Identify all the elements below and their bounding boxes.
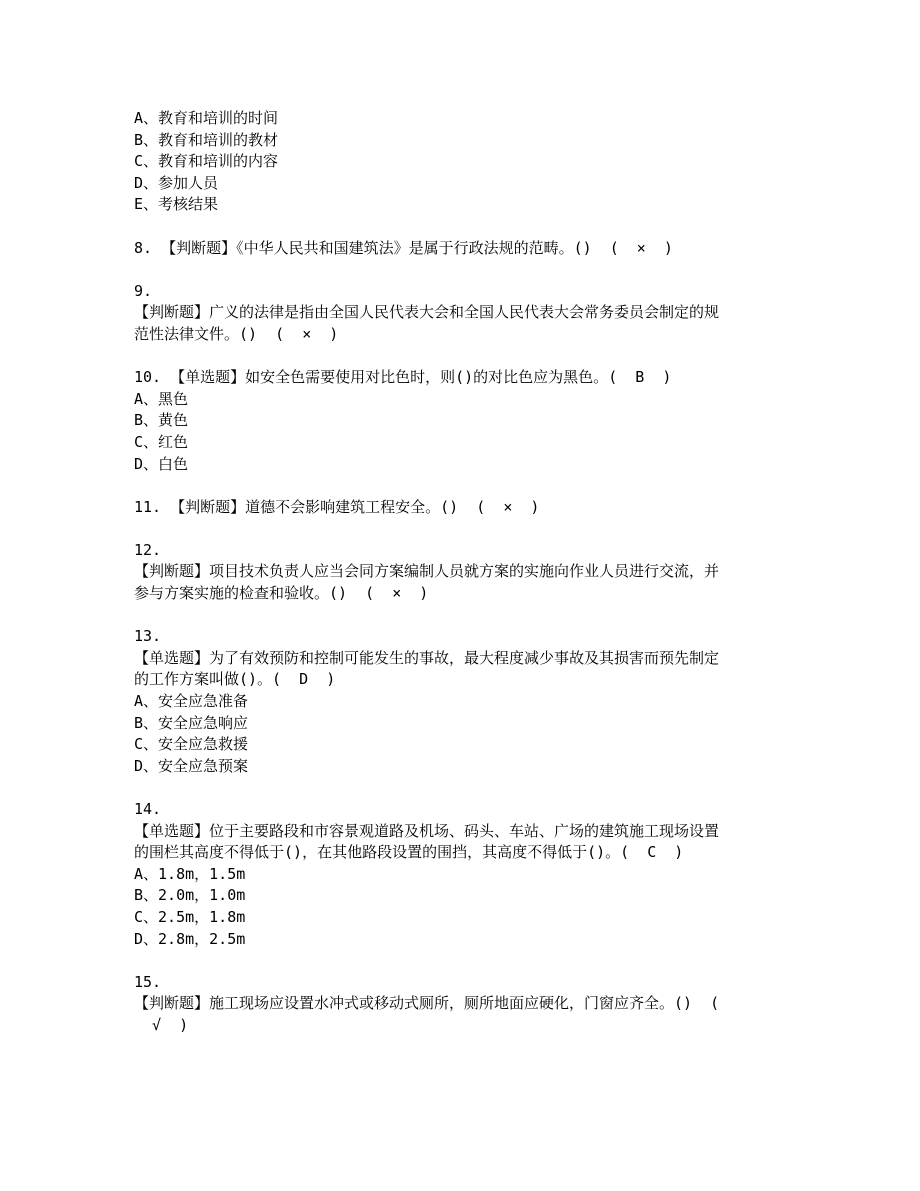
question-13-text-2: 的工作方案叫做()。( D ) [134,670,336,689]
question-11-text: 11. 【判断题】道德不会影响建筑工程安全。() ( × ) [134,497,540,516]
option-e: E、考核结果 [134,195,219,214]
question-10 [134,367,794,475]
question-15-text-2: √ ) [134,1015,189,1034]
option-b: B、安全应急响应 [134,713,249,732]
question-13-number: 13. [134,627,162,646]
question-13 [134,626,794,777]
question-14-text-1: 【单选题】位于主要路段和市容景观道路及机场、码头、车站、广场的建筑施工现场设置 [134,821,720,840]
question-12-text-1: 【判断题】项目技术负责人应当会同方案编制人员就方案的实施向作业人员进行交流，并 [134,562,720,581]
question-9-text-1: 【判断题】广义的法律是指由全国人民代表大会和全国人民代表大会常务委员会制定的规 [134,303,720,322]
question-9-number: 9. [134,281,153,300]
question-10-text: 10. 【单选题】如安全色需要使用对比色时，则()的对比色应为黑色。( B ) [134,368,672,387]
question-12 [134,540,794,605]
option-c: C、红色 [134,432,189,451]
option-b: B、黄色 [134,411,189,430]
question-15-number: 15. [134,972,162,991]
question-15 [134,972,794,1037]
question-13-text-1: 【单选题】为了有效预防和控制可能发生的事故，最大程度减少事故及其损害而预先制定 [134,648,720,667]
question-14-text-2: 的围栏其高度不得低于()，在其他路段设置的围挡，其高度不得低于()。( C ) [134,843,684,862]
option-d: D、白色 [134,454,189,473]
question-9 [134,281,794,346]
option-d: D、2.8m，2.5m [134,929,246,948]
option-d: D、安全应急预案 [134,756,249,775]
option-c: C、安全应急救援 [134,735,249,754]
document-page [134,108,794,1037]
question-15-text-1: 【判断题】施工现场应设置水冲式或移动式厕所，厕所地面应硬化，门窗应齐全。() ( [134,994,720,1013]
option-a: A、教育和培训的时间 [134,109,279,127]
question-12-number: 12. [134,540,162,559]
option-a: A、安全应急准备 [134,692,249,711]
option-c: C、教育和培训的内容 [134,152,279,171]
question-14 [134,799,794,950]
question-8 [134,238,794,260]
option-b: B、教育和培训的教材 [134,130,279,149]
question-14-number: 14. [134,800,162,818]
option-a: A、1.8m，1.5m [134,864,246,883]
question-8-text: 8. 【判断题】《中华人民共和国建筑法》是属于行政法规的范畴。() ( × ) [134,238,673,257]
option-b: B、2.0m，1.0m [134,886,246,905]
question-11 [134,497,794,519]
question-9-text-2: 范性法律文件。() ( × ) [134,324,339,343]
question-12-text-2: 参与方案实施的检查和验收。() ( × ) [134,584,429,603]
question-7-options [134,108,794,216]
option-c: C、2.5m，1.8m [134,907,246,926]
option-d: D、参加人员 [134,173,219,192]
option-a: A、黑色 [134,389,189,408]
